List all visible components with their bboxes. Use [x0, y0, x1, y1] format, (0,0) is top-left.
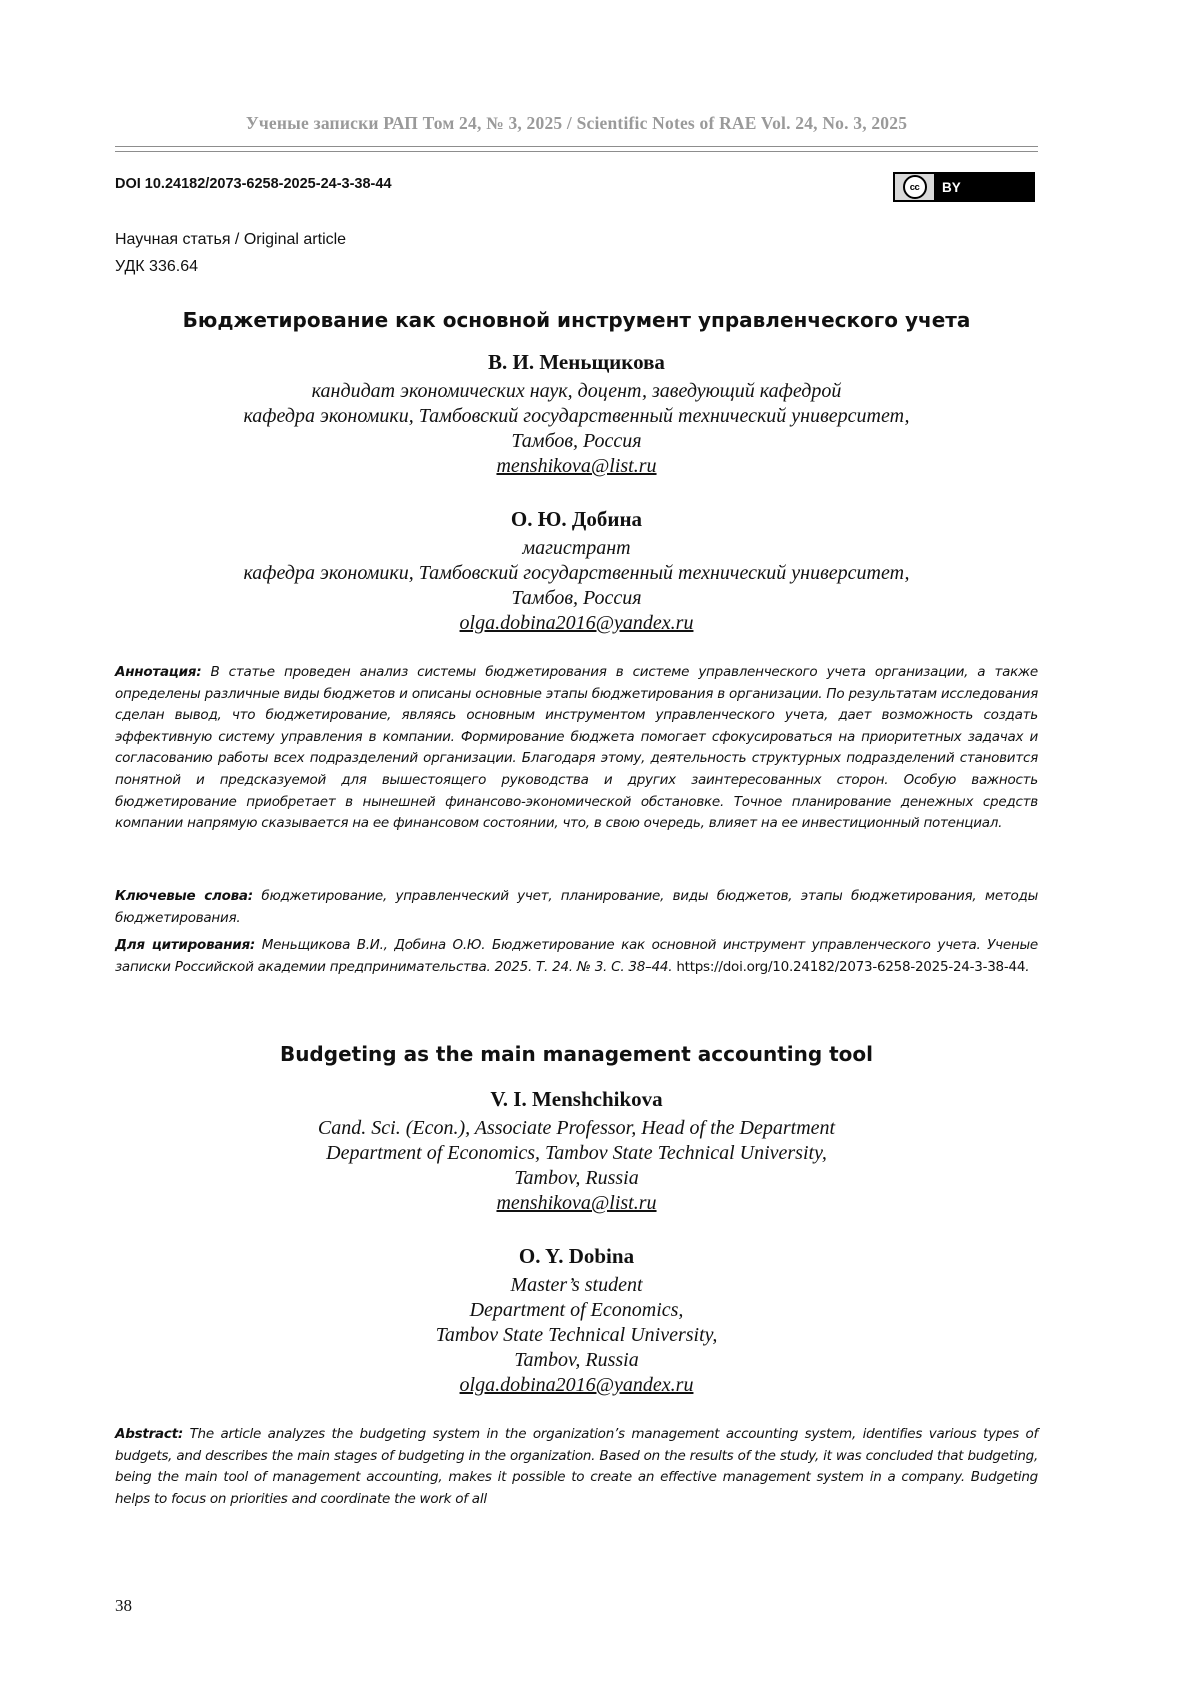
en-author-1-line: Department of Economics, Tambov State Technical University, [326, 1142, 827, 1164]
ru-citation [115, 935, 1038, 978]
ru-author-2-name: О. Ю. Добина [510, 507, 643, 531]
en-author-2-email[interactable]: olga.dobina2016@yandex.ru [459, 1374, 694, 1396]
ru-abstract-text: В статье проведен анализ системы бюджетирования в системе управленческого учета организации, а также определены различные виды бюджетов и описаны основные этапы бюджетирования в организации. По результатам исследования сделан вывод, что бюджетирование, являясь основным инструментом управленческого учета, дает возможность создать эффективную систему управления в компании. Формирование бюджета помогает сфокусироваться на приоритетных задачах и согласованию работы всех подразделений организации. Благодаря этому, деятельность структурных подразделений становится понятной и предсказуемой для вышестоящего руководства и других заинтересованных сторон. Особую важность бюджетирование приобретает в нынешней финансово-экономической обстановке. Точное планирование денежных средств компании напрямую сказывается на ее финансовом состоянии, что, в свою очередь, влияет на ее инвестиционный потенциал. [115, 664, 1038, 832]
doi-text: DOI 10.24182/2073-6258-2025-24-3-38-44 [115, 176, 392, 192]
en-author-1-email[interactable]: menshikova@list.ru [496, 1192, 657, 1214]
en-author-2-name: O. Y. Dobina [518, 1244, 635, 1268]
cc-by-label: BY [942, 179, 961, 195]
article-type: Научная статья / Original article [115, 231, 347, 248]
en-abstract [115, 1424, 1038, 1510]
ru-author-2-affiliation [115, 536, 1038, 636]
ru-citation-doi-link[interactable]: https://doi.org/10.24182/2073-6258-2025-24-3-38-44 [676, 958, 1026, 975]
header-rule-bottom [115, 151, 1038, 152]
header-rule-top [115, 146, 1038, 147]
en-author-1-line: Tambov, Russia [514, 1167, 639, 1189]
ru-keywords [115, 886, 1038, 929]
cc-badge-left [895, 174, 934, 200]
en-abstract-text: The article analyzes the budgeting system in the organization’s management accounting system, identifies various types of budgets, and describes the main stages of budgeting in the organization. Based on the results of the study, it was concluded that budgeting, being the main tool of management accounting, makes it possible to create an effective management system in a company. Budgeting helps to focus on priorities and coordinate the work of all [115, 1426, 1038, 1507]
running-head: Ученые записки РАП Том 24, № 3, 2025 / Scientific Notes of RAE Vol. 24, No. 3, 2025 [245, 113, 908, 133]
en-author-1-affiliation [115, 1116, 1038, 1216]
ru-abstract [115, 662, 1038, 835]
ru-author-1-name: В. И. Меньщикова [488, 350, 665, 374]
en-author-2-affiliation [115, 1273, 1038, 1398]
en-author-2-line: Tambov, Russia [514, 1349, 639, 1371]
en-abstract-label: Abstract: [115, 1426, 183, 1442]
page-number: 38 [115, 1596, 132, 1615]
ru-citation-end: . [1025, 958, 1030, 975]
ru-citation-text: Меньщикова В.И., Добина О.Ю. Бюджетирование как основной инструмент управленческого учета. Ученые записки Российской академии предпринимательства. 2025. Т. 24. № 3. С. 38–44. [115, 937, 1038, 975]
en-author-1-line: Cand. Sci. (Econ.), Associate Professor, Head of the Department [317, 1117, 836, 1139]
ru-keywords-label: Ключевые слова: [115, 888, 253, 904]
ru-author-2-line: Тамбов, Россия [511, 587, 642, 609]
udc-code: УДК 336.64 [115, 258, 198, 275]
ru-author-1-affiliation [115, 379, 1038, 479]
ru-citation-label: Для цитирования: [115, 937, 256, 953]
en-author-2-line: Master’s student [510, 1274, 643, 1296]
ru-author-2-line: кафедра экономики, Тамбовский государственный технический университет, [243, 562, 910, 584]
ru-title: Бюджетирование как основной инструмент управленческого учета [182, 308, 971, 332]
ru-author-1-line: кандидат экономических наук, доцент, заведующий кафедрой [311, 380, 842, 402]
en-title: Budgeting as the main management accounting tool [279, 1042, 874, 1066]
ru-abstract-label: Аннотация: [115, 664, 202, 680]
cc-icon: cc [903, 175, 927, 199]
cc-license-badge[interactable] [893, 172, 1035, 202]
ru-keywords-text: бюджетирование, управленческий учет, планирование, виды бюджетов, этапы бюджетирования, методы бюджетирования. [115, 888, 1039, 926]
ru-author-1-line: кафедра экономики, Тамбовский государственный технический университет, [243, 405, 910, 427]
ru-author-1-line: Тамбов, Россия [511, 430, 642, 452]
en-author-2-line: Department of Economics, [469, 1299, 684, 1321]
en-author-2-line: Tambov State Technical University, [435, 1324, 718, 1346]
ru-author-1-email[interactable]: menshikova@list.ru [496, 455, 657, 477]
ru-author-2-email[interactable]: olga.dobina2016@yandex.ru [459, 612, 694, 634]
ru-author-2-line: магистрант [522, 537, 631, 559]
en-author-1-name: V. I. Menshchikova [490, 1087, 663, 1111]
